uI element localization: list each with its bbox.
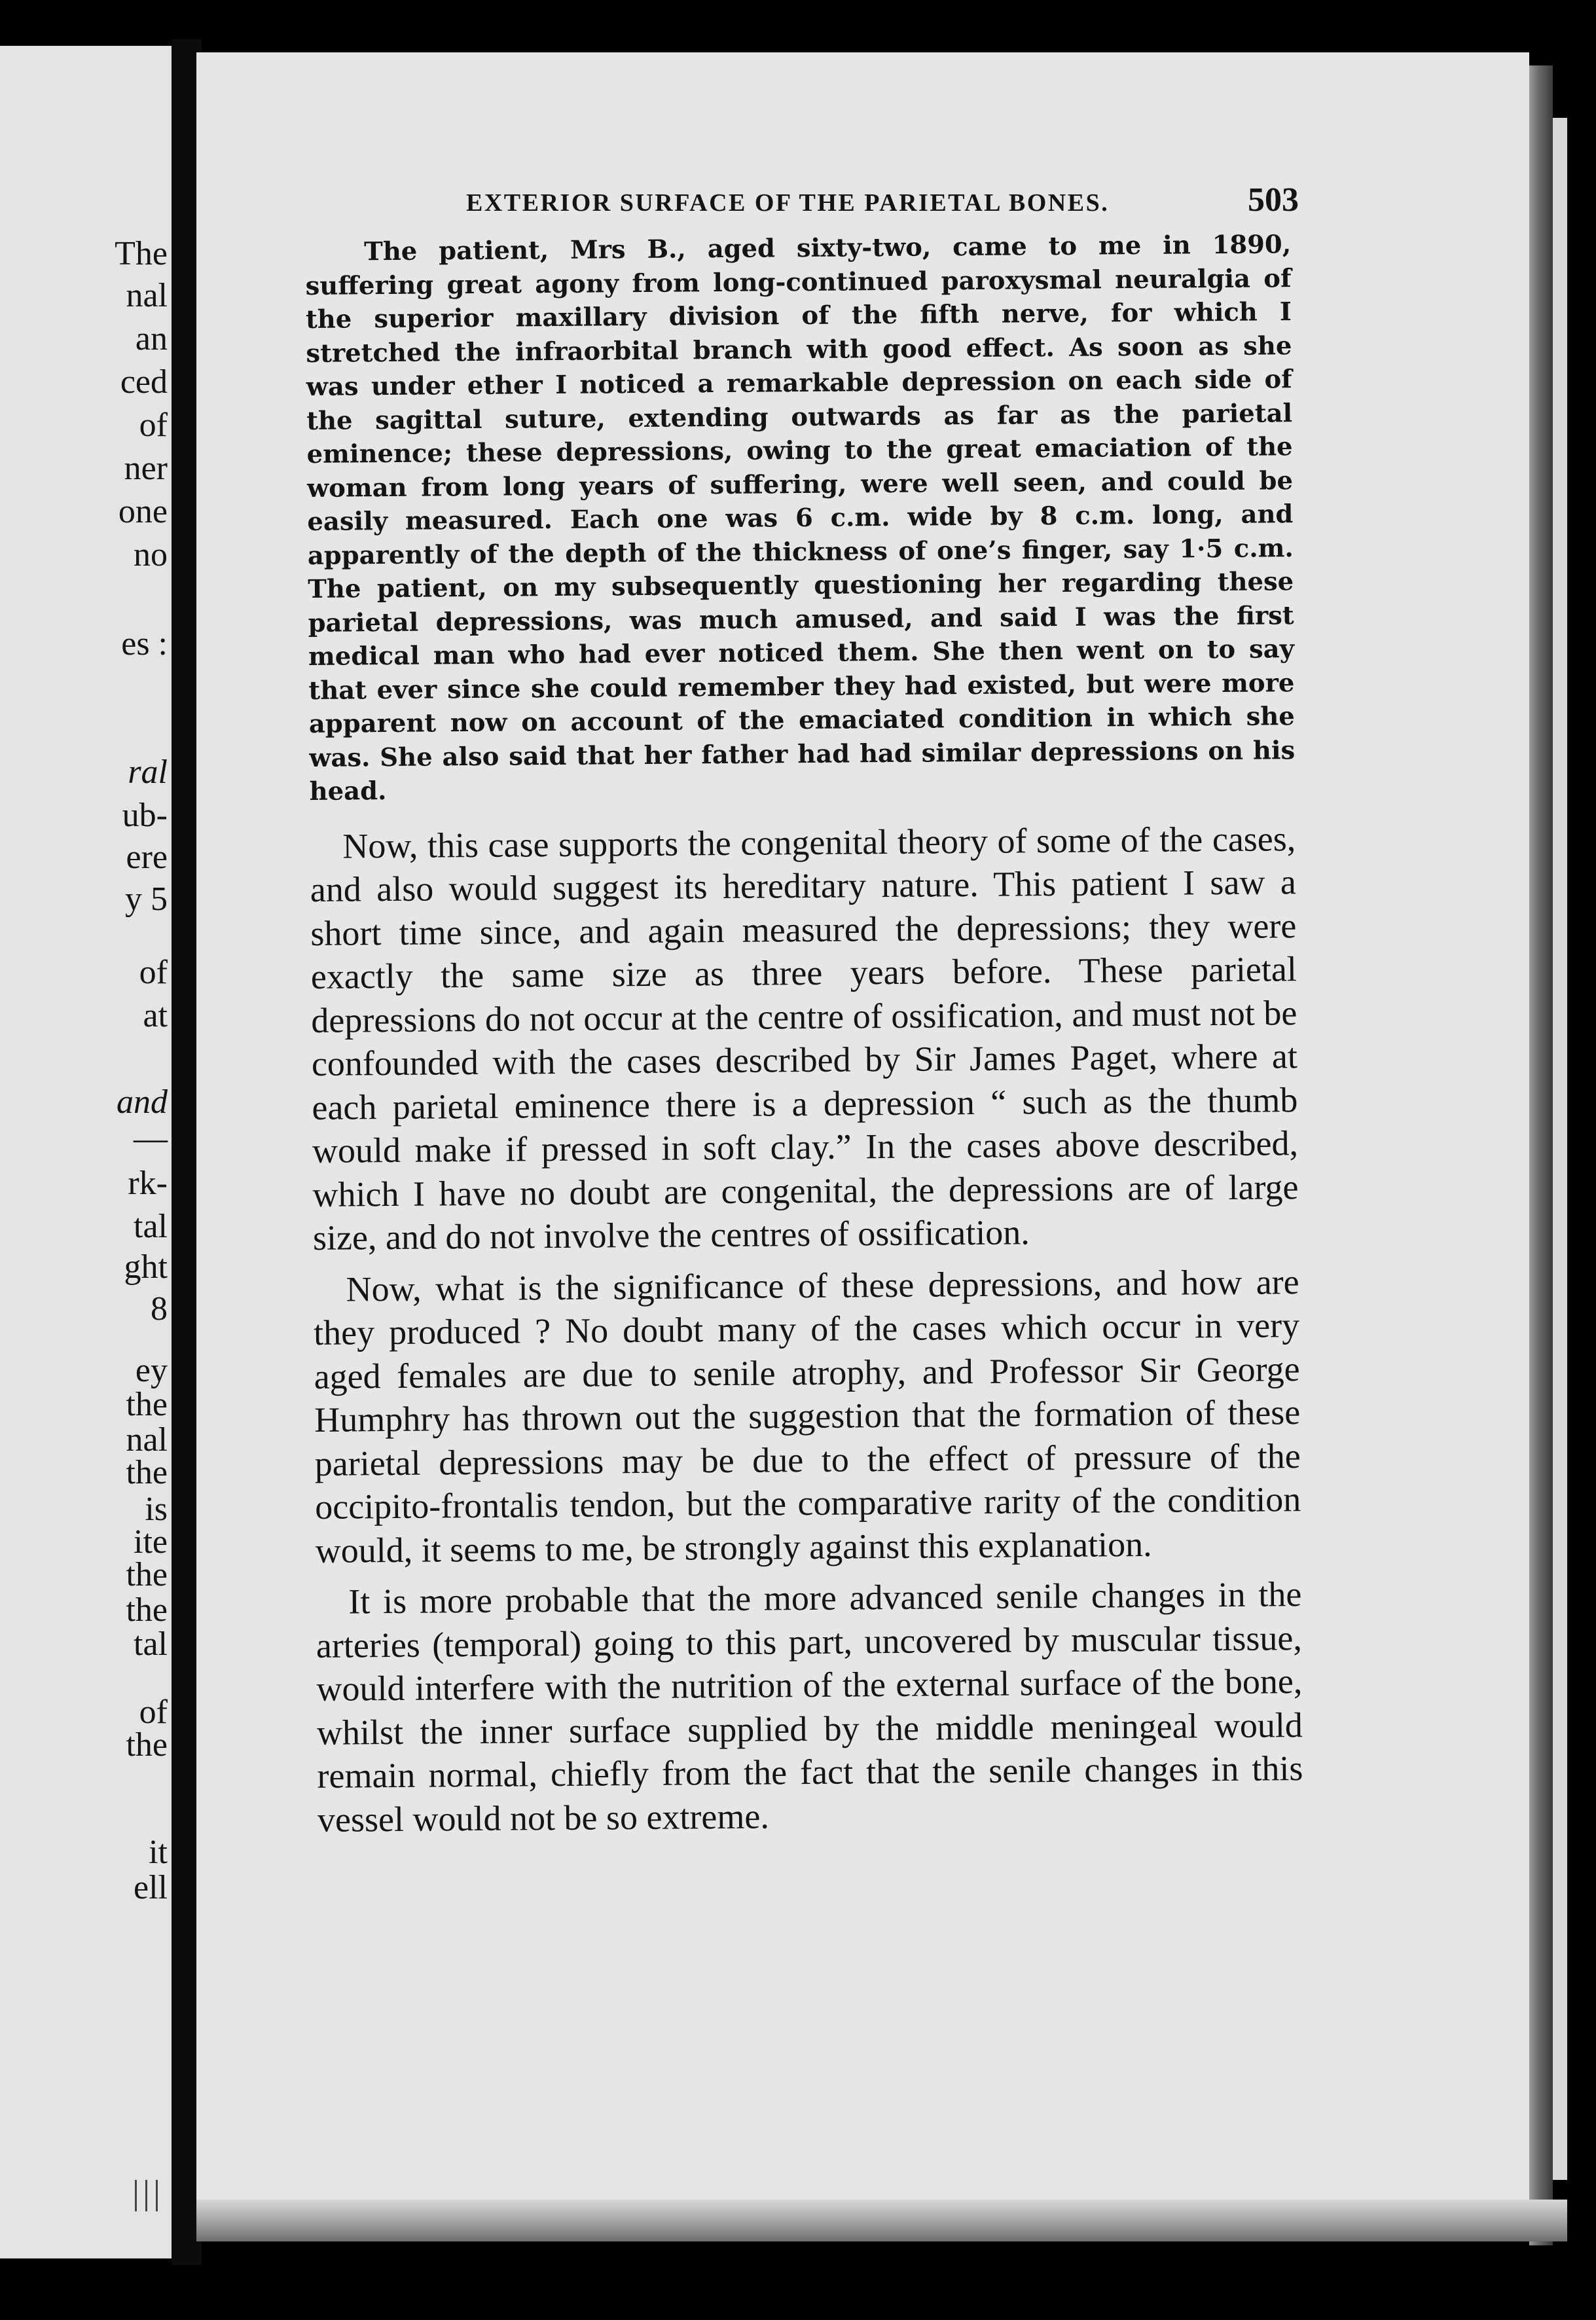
left-fragment: es : (121, 625, 168, 662)
left-fragment: nal (126, 277, 168, 314)
left-fragment: nal (126, 1421, 168, 1459)
left-fragment: an (135, 320, 168, 357)
scan-mark (135, 2180, 137, 2211)
left-fragment: the (126, 1726, 168, 1764)
left-fragment: of (139, 1694, 168, 1731)
left-fragment: 8 (151, 1290, 168, 1328)
page-bottom-edge (196, 2200, 1567, 2241)
page-edge-strip (1553, 118, 1567, 2180)
page-edge-shadow (1529, 65, 1553, 2245)
left-fragment: of (139, 407, 168, 444)
left-fragment: ell (134, 1869, 168, 1906)
left-fragment: of (139, 954, 168, 991)
running-head (466, 181, 1299, 219)
left-fragment: the (126, 1591, 168, 1629)
left-fragment: is (145, 1491, 168, 1528)
scan-mark (156, 2180, 158, 2211)
left-fragment: ght (124, 1248, 168, 1286)
left-fragment: ub- (122, 797, 168, 834)
body-paragraph: Now, this case supports the congenital theory of some of the cases, and also would suggest its hereditary nature. This patient I saw a short time since, and again measured the depressions; they were exactly the same size as three years before. These parietal depressions do not occur at the centre of ossification, and must not be confounded with the cases described by Sir James Paget, where at each parietal eminence there is a depression “ such as the thumb would make if pressed in soft clay.” In the cases above described, which I have no doubt are congenital, the depressions are of large size, and do not involve the centres of ossification. (310, 818, 1299, 1258)
page-number: 503 (1248, 181, 1299, 219)
left-fragment: tal (134, 1208, 168, 1245)
left-fragment: the (126, 1454, 168, 1491)
left-fragment: ral (128, 753, 168, 791)
left-fragment: The (115, 235, 168, 272)
body-paragraph: Now, what is the significance of these depressions, and how are they produced ? No doubt many of the cases which occur in very aged females are due to senile atrophy, and Professor Sir George Humphry has thrown out the suggestion that the formation of these parietal depressions may be due to the effect of pressure of the occipito-frontalis tendon, but the comparative rarity of the condition would, it seems to me, be strongly against this explanation. (313, 1261, 1301, 1570)
case-report-paragraph: The patient, Mrs B., aged sixty-two, came to me in 1890, suffering great agony from long-continued paroxysmal neuralgia of the superior maxillary division of the fifth nerve, for which I stretched the infraorbital branch with good effect. As soon as she was under ether I noticed a remarkable depression on each side of the sagittal suture, extending outwards as far as the parietal eminence; these depressions, owing to the great emaciation of the woman from long years of suffering, were well seen, and could be easily measured. Each one was 6 c.m. wide by 8 c.m. long, and apparently of the depth of the thickness of one’s finger, say 1·5 c.m. The patient, on my subsequently questioning her regarding these parietal depressions, was much amused, and said I was the first medical man who had ever noticed them. She then went on to say that ever since she could remember they had existed, but were more apparent now on account of the emaciated condition in which she was. She also said that her father had had similar depressions on his head. (305, 230, 1296, 807)
left-fragment: rk- (128, 1165, 168, 1202)
scan-mark (145, 2180, 147, 2211)
left-fragment: — (134, 1120, 168, 1157)
left-fragment: the (126, 1386, 168, 1423)
running-title: EXTERIOR SURFACE OF THE PARIETAL BONES. (466, 189, 1110, 217)
body-paragraph: It is more probable that the more advanced senile changes in the arteries (temporal) going to this part, uncovered by muscular tissue, would interfere with the nutrition of the external surface of the bone, whilst the inner surface supplied by the middle meningeal would remain normal, chiefly from the fact that the senile changes in this vessel would not be so extreme. (316, 1574, 1303, 1840)
left-fragment: it (149, 1834, 168, 1871)
left-fragment: and (117, 1083, 168, 1121)
left-fragment: ite (134, 1523, 168, 1561)
left-fragment: ere (126, 839, 168, 876)
left-fragment: ey (135, 1352, 168, 1389)
left-fragment: at (143, 997, 168, 1034)
body-text (305, 228, 1303, 1841)
left-fragment: ced (120, 363, 168, 401)
facing-page-fragment (0, 46, 172, 2258)
left-fragment: one (118, 493, 168, 530)
left-fragment: the (126, 1556, 168, 1593)
left-fragment: ner (124, 450, 168, 487)
left-fragment: no (134, 536, 168, 573)
left-fragment: tal (134, 1625, 168, 1663)
left-fragment: y 5 (125, 880, 168, 918)
